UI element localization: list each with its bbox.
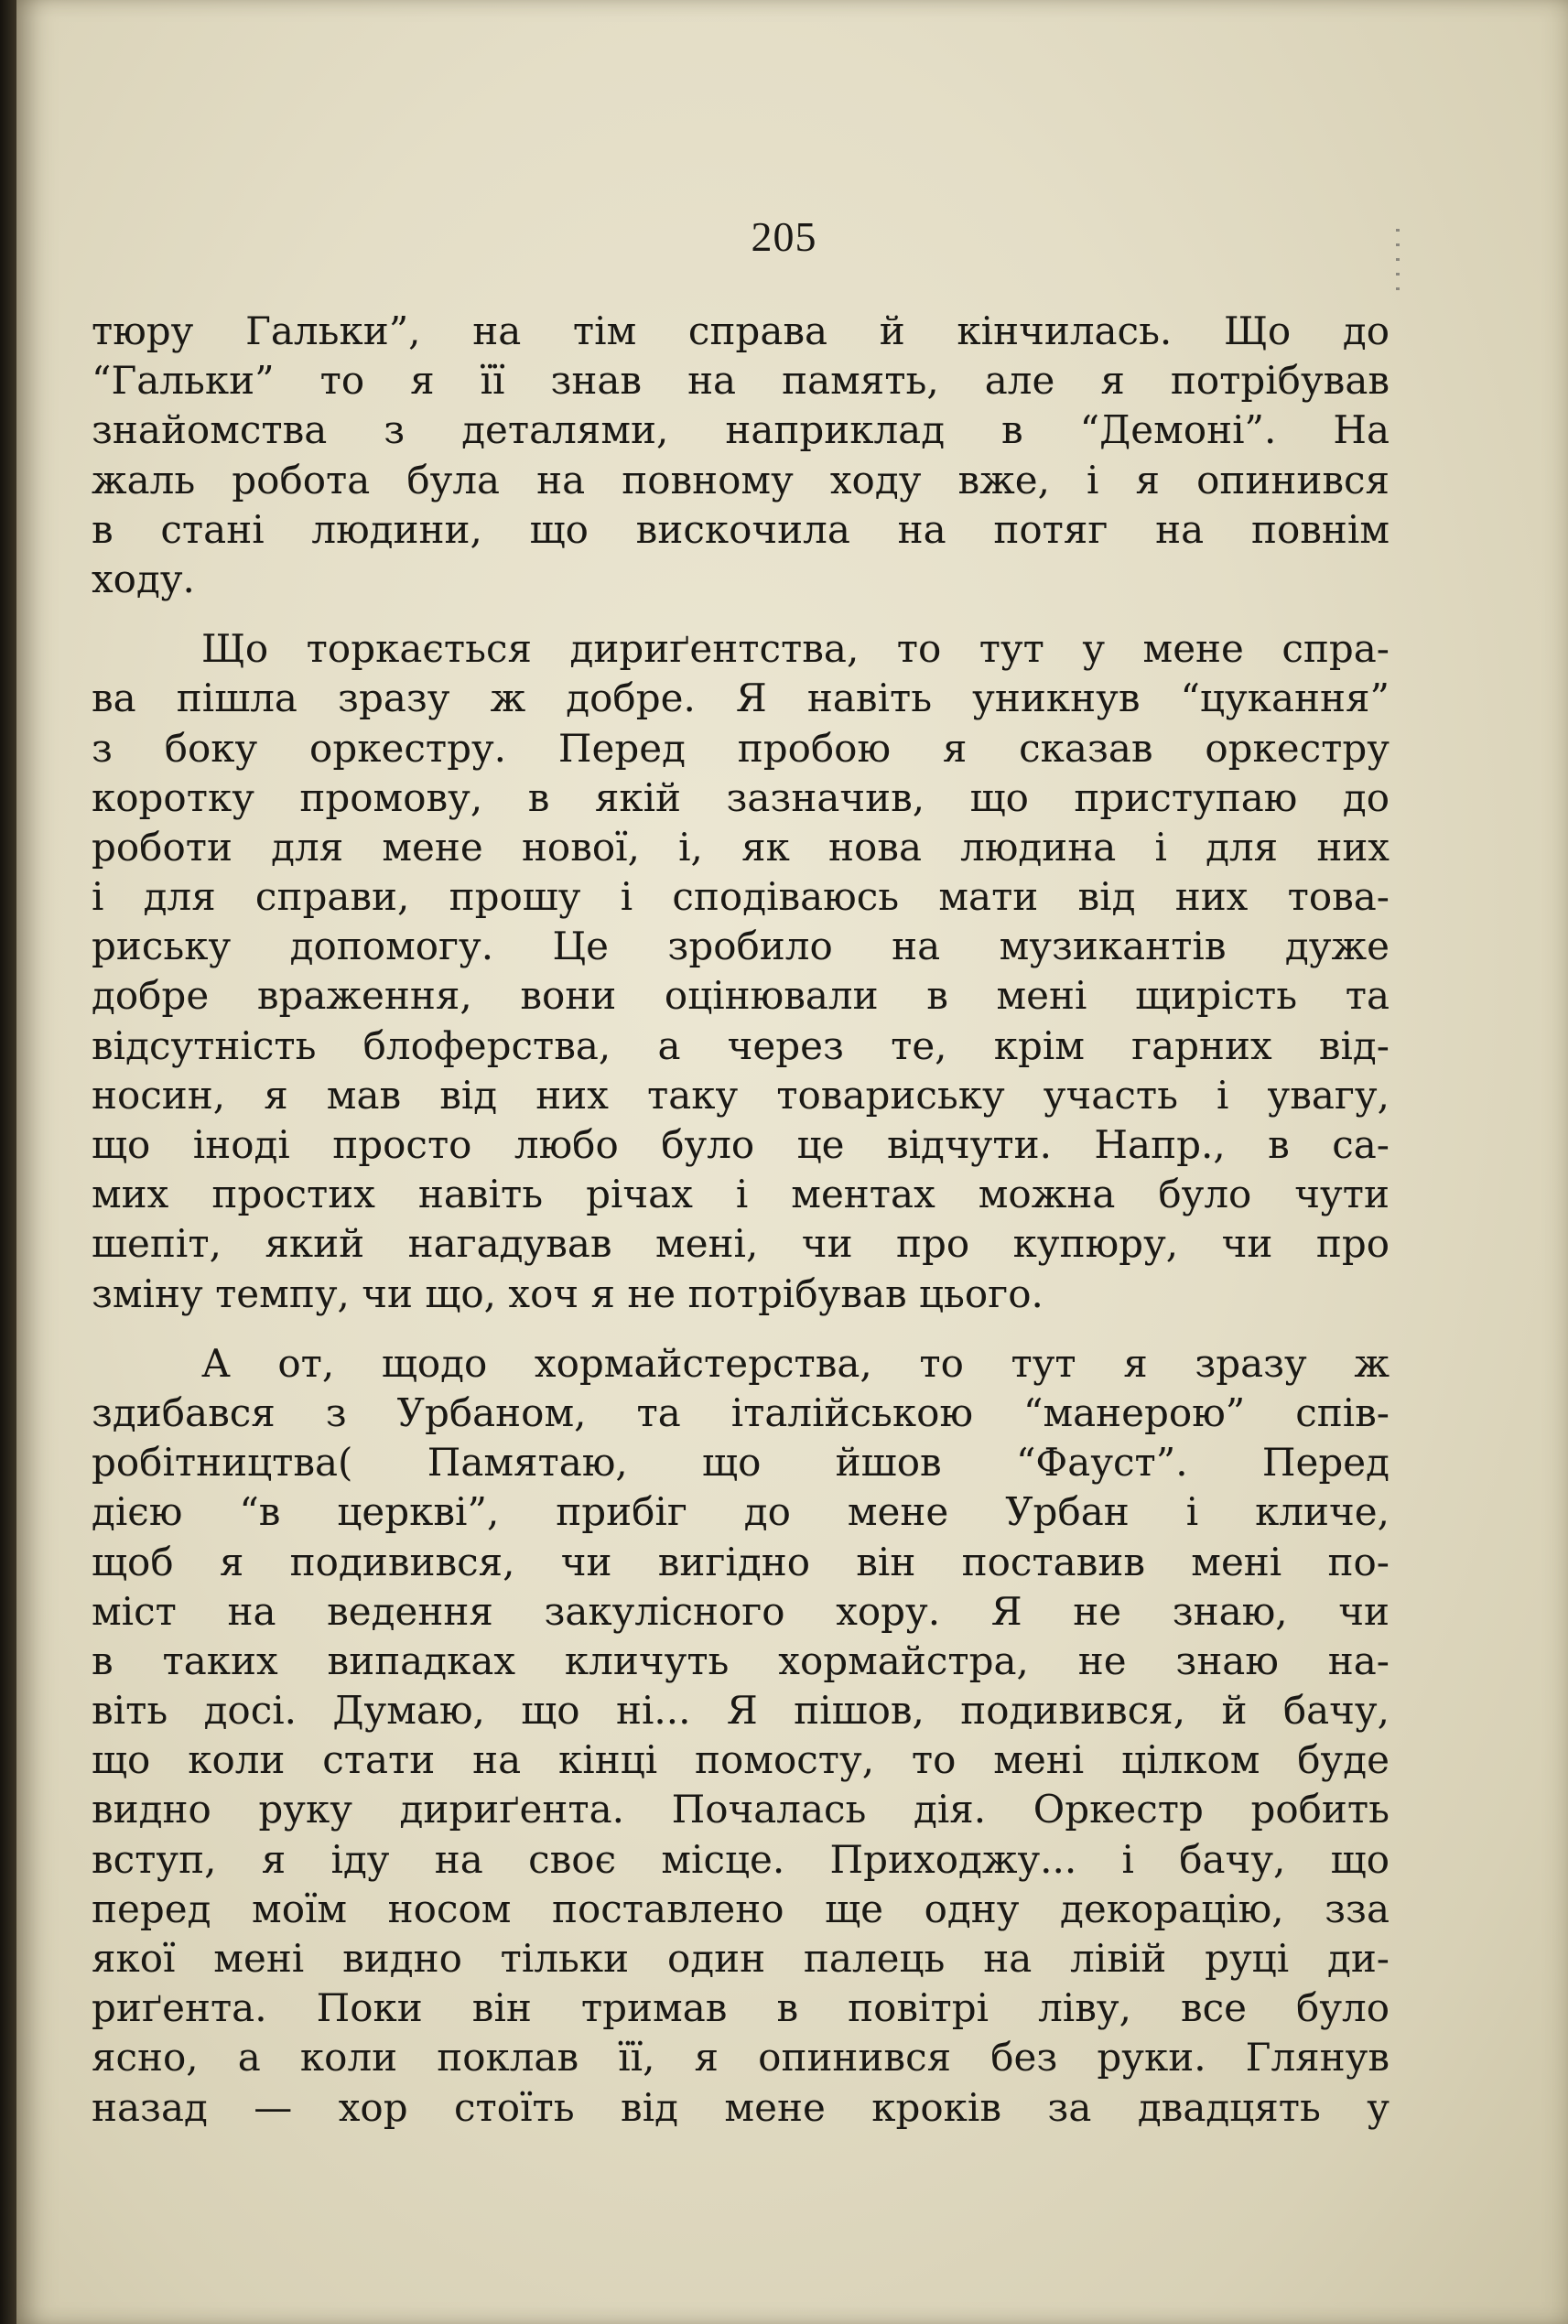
- text-line: вступ, я іду на своє місце. Приходжу... і бачу, що: [92, 1836, 1390, 1882]
- text-line: видно руку дириґента. Почалась дія. Оркестр робить: [92, 1787, 1390, 1832]
- text-line: “Гальки” то я її знав на память, але я потрібував: [92, 358, 1390, 404]
- text-line: віть досі. Думаю, що ні... Я пішов, подивився, й бачу,: [92, 1688, 1390, 1734]
- text-line: дією “в церкві”, прибіг до мене Урбан і кличе,: [92, 1489, 1390, 1535]
- text-line: зміну темпу, чи що, хоч я не потрібував цього.: [92, 1270, 1044, 1316]
- text-line: коротку промову, в якій зазначив, що приступаю до: [92, 774, 1390, 820]
- paragraph: [92, 1339, 1390, 2133]
- text-line: що коли стати на кінці помосту, то мені цілком буде: [92, 1737, 1390, 1783]
- text-line: що іноді просто любо було це відчути. Напр., в са-: [92, 1122, 1390, 1167]
- text-line: якої мені видно тільки один палець на лівій руці ди-: [92, 1936, 1390, 1981]
- text-line: назад — хор стоїть від мене кроків за двадцять у: [92, 2084, 1390, 2130]
- text-line: тюру Гальки”, на тім справа й кінчилась. Що до: [92, 308, 1390, 353]
- text-line: А от, щодо хормайстерства, то тут я зразу ж: [201, 1340, 1390, 1386]
- text-line: з боку оркестру. Перед пробою я сказав оркестру: [92, 725, 1390, 771]
- text-line: в таких випадках кличуть хормайстра, не знаю на-: [92, 1638, 1390, 1683]
- text-line: міст на ведення закулісного хору. Я не знаю, чи: [92, 1588, 1390, 1634]
- paragraph-gap: [92, 604, 1390, 624]
- text-line: Що торкається дириґентства, то тут у мене спра-: [201, 626, 1390, 672]
- page-number: 205: [751, 213, 817, 260]
- text-line: роботи для мене нової, і, як нова людина і для них: [92, 824, 1390, 870]
- text-line: і для справи, прошу і сподіваюсь мати від них това-: [92, 874, 1390, 920]
- text-line: жаль робота була на повному ходу вже, і я опинився: [92, 457, 1390, 503]
- text-line: добре враження, вони оцінювали в мені щирість та: [92, 973, 1390, 1019]
- text-line: носин, я мав від них таку товариську участь і увагу,: [92, 1072, 1390, 1118]
- paragraph: [92, 624, 1390, 1319]
- text-line: відсутність блоферства, а через те, крім гарних від-: [92, 1022, 1390, 1068]
- body-text: [92, 307, 1390, 2133]
- paragraph-gap: [92, 1319, 1390, 1339]
- text-line: знайомства з деталями, наприклад в “Демоні”. На: [92, 407, 1390, 453]
- text-line: риську допомогу. Це зробило на музикантів дуже: [92, 924, 1390, 969]
- text-line: мих простих навіть річах і ментах можна було чути: [92, 1172, 1390, 1217]
- text-line: щоб я подивився, чи вигідно він поставив мені по-: [92, 1539, 1390, 1584]
- text-line: риґента. Поки він тримав в повітрі ліву, все було: [92, 1985, 1390, 2031]
- text-line: перед моїм носом поставлено ще одну декорацію, зза: [92, 1886, 1390, 1931]
- text-line: ясно, а коли поклав її, я опинився без руки. Глянув: [92, 2035, 1390, 2081]
- text-line: ходу.: [92, 556, 195, 601]
- text-line: робітництва( Памятаю, що йшов “Фауст”. Перед: [92, 1440, 1390, 1486]
- text-line: здибався з Урбаном, та італійською “манерою” спів-: [92, 1389, 1390, 1435]
- text-line: ва пішла зразу ж добре. Я навіть уникнув “цукання”: [92, 676, 1390, 721]
- paragraph: [92, 307, 1390, 604]
- text-line: в стані людини, що вискочила на потяг на повнім: [92, 506, 1390, 552]
- text-line: шепіт, який нагадував мені, чи про купюру, чи про: [92, 1221, 1390, 1267]
